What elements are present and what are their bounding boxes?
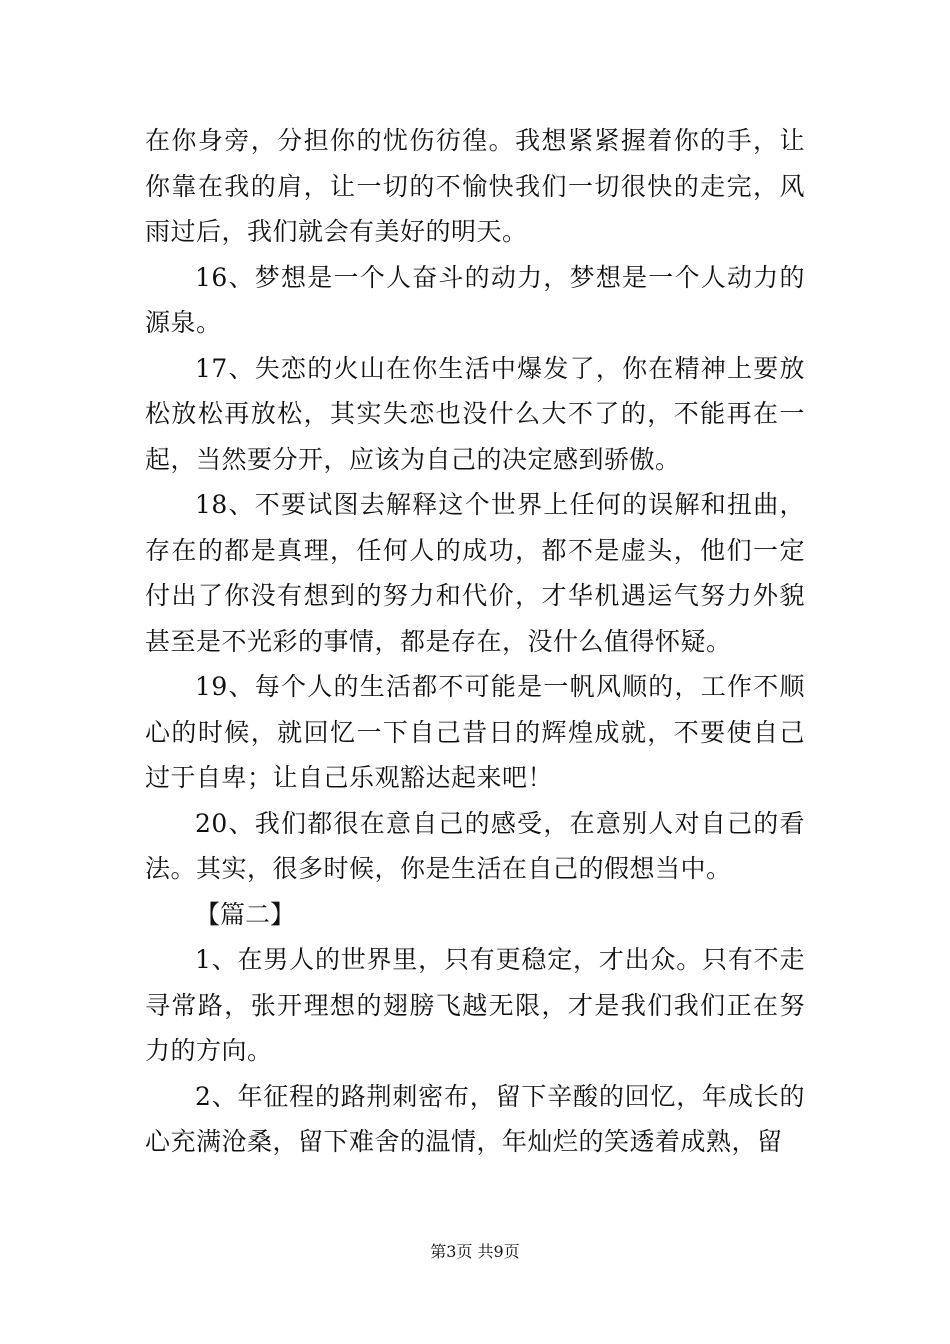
section-paragraph-item-2: 2、年征程的路荆刺密布，留下辛酸的回忆，年成长的心充满沧桑，留下难舍的温情，年灿烂的笑透着成熟，留 [145,1081,805,1156]
paragraph-item-19: 19、每个人的生活都不可能是一帆风顺的，工作不顺心的时候，就回忆一下自己昔日的辉煌成就，不要使自己过于自卑；让自己乐观豁达起来吧！ [145,672,805,792]
document-body [145,118,805,1165]
page-footer [0,1240,950,1264]
paragraph-item-16: 16、梦想是一个人奋斗的动力，梦想是一个人动力的源泉。 [145,262,805,337]
page-number-label: 第3页 共9页 [430,1242,520,1261]
section-heading: 【篇二】 [195,899,296,929]
paragraph-item-20: 20、我们都很在意自己的感受，在意别人对自己的看法。其实，很多时候，你是生活在自己的假想当中。 [145,808,805,883]
paragraph-item-18: 18、不要试图去解释这个世界上任何的误解和扭曲，存在的都是真理，任何人的成功，都不是虚头，他们一定付出了你没有想到的努力和代价，才华机遇运气努力外貌甚至是不光彩的事情，都是存在，没什么值得怀疑。 [145,490,805,656]
paragraph-item-17: 17、失恋的火山在你生活中爆发了，你在精神上要放松放松再放松，其实失恋也没什么大不了的，不能再在一起，当然要分开，应该为自己的决定感到骄傲。 [145,353,805,474]
paragraph-continued: 在你身旁，分担你的忧伤彷徨。我想紧紧握着你的手，让你靠在我的肩，让一切的不愉快我们一切很快的走完，风雨过后，我们就会有美好的明天。 [145,126,805,246]
section-paragraph-item-1: 1、在男人的世界里，只有更稳定，才出众。只有不走寻常路，张开理想的翅膀飞越无限，才是我们我们正在努力的方向。 [145,945,805,1065]
